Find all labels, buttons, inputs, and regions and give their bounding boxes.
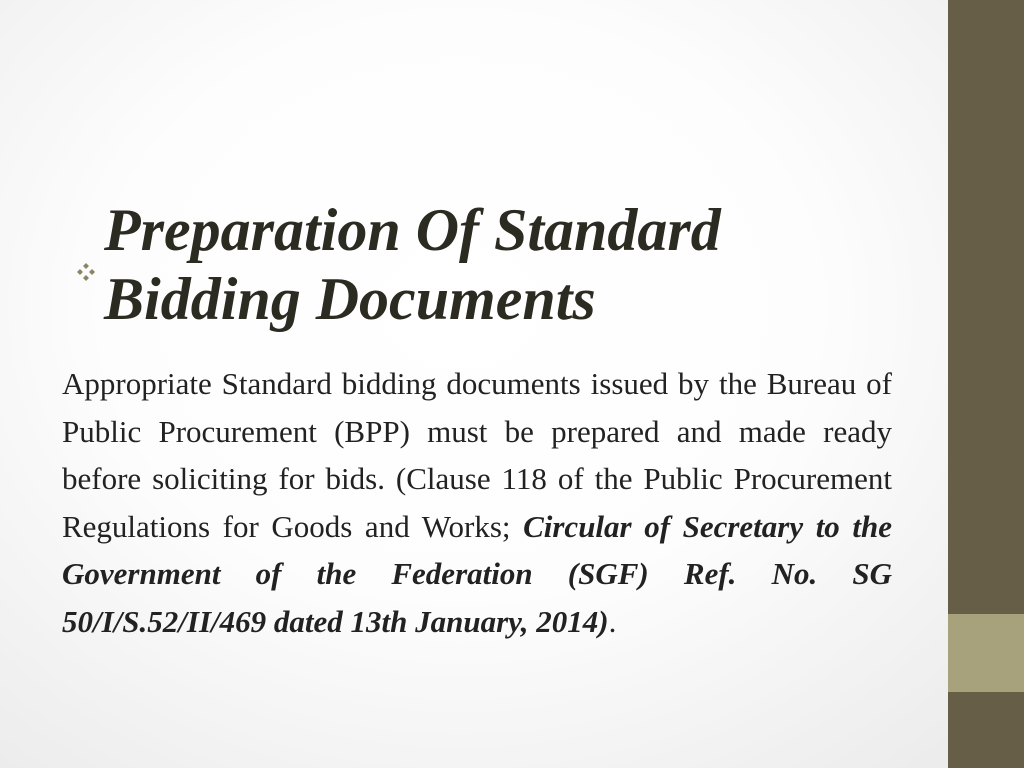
slide-body-paragraph — [62, 360, 892, 645]
diamond-bullet-icon — [76, 228, 98, 297]
body-text-plain: Appropriate Standard bidding documents issued by the Bureau of Public Procurement (BPP) must be prepared and made ready before soliciting for bids. (Clause 118 of the Public Procurement Regulations for Goods and Works; — [62, 366, 892, 544]
body-text-emphasis: Circular of Secretary to the Government of the Federation (SGF) Ref. No. SG 50/I/S.52/II/469 dated 13th January, 2014) — [62, 508, 892, 639]
slide-title-text: Preparation Of Standard Bidding Documents — [104, 197, 721, 332]
sidebar-accent-block — [948, 614, 1024, 692]
slide-title — [76, 196, 856, 334]
body-text-end: . — [608, 603, 617, 639]
